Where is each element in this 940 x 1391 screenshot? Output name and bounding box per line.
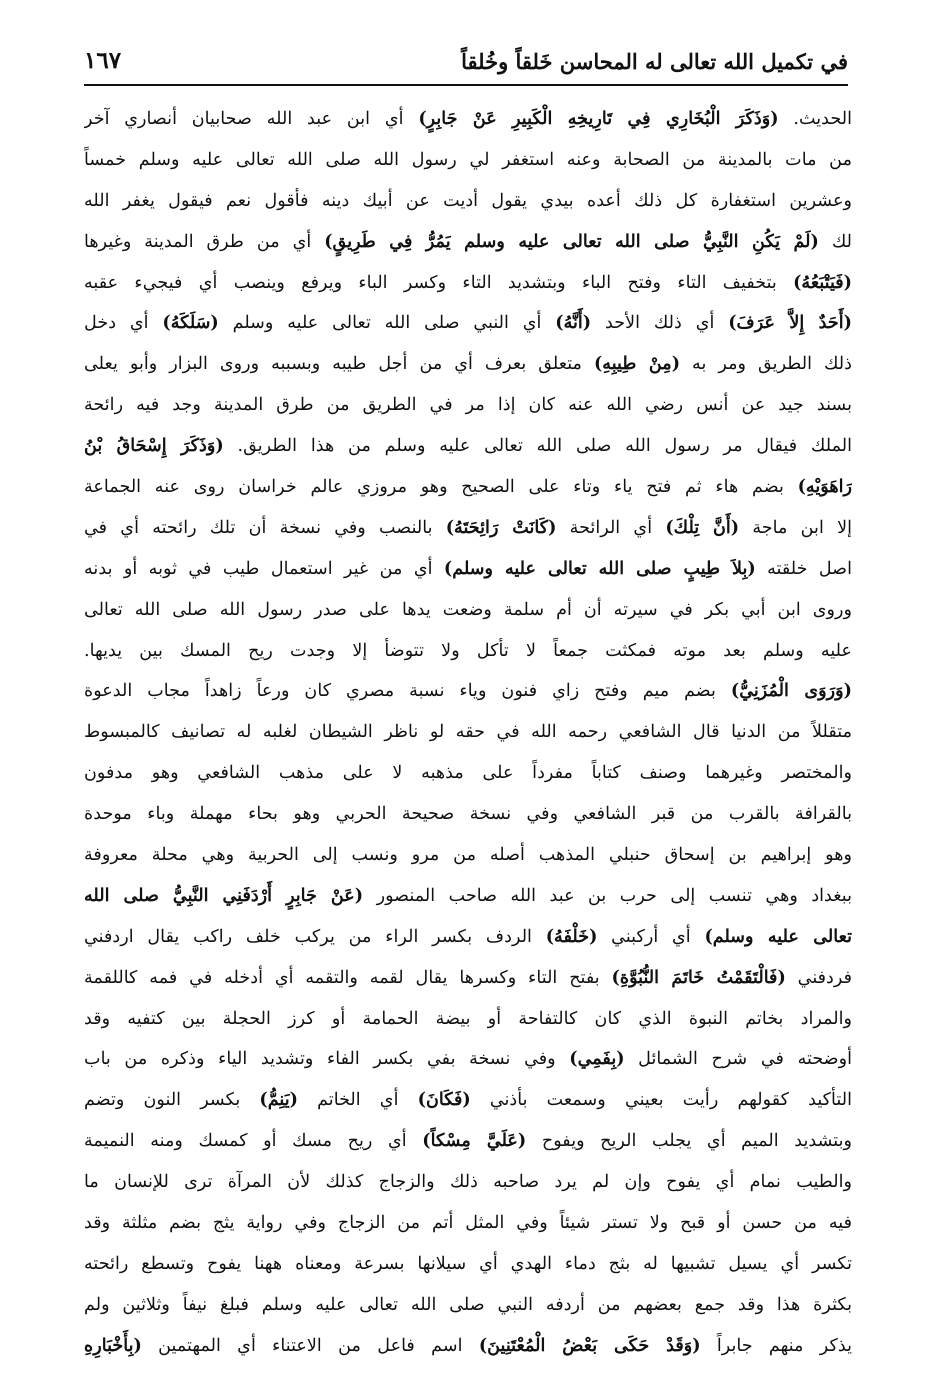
quoted-text: (عَلَيَّ مِسْكاً): [422, 1130, 527, 1152]
quoted-text: (بِفَمِي): [569, 1048, 625, 1070]
quoted-text: (سَلَكَهُ): [162, 312, 219, 334]
commentary-text: والمراد بخاتم النبوة الذي كان كالتفاحة أو بيضة الحمامة أو كرز الحجلة بين كتفيه وقد: [84, 1008, 852, 1029]
quoted-text: (بِأَخْبَارِهِ: [84, 1334, 142, 1356]
text-line: [84, 1285, 852, 1326]
text-line: [84, 1121, 852, 1162]
commentary-text: الملك فيقال مر رسول الله صلى الله تعالى عليه وسلم من هذا الطريق.: [223, 436, 852, 457]
commentary-text: والطيب نمام أي يفوح وإن لم يرد صاحبه ذلك والزجاج كذلك لأن المرآة ترى للإنسان ما: [84, 1172, 852, 1193]
commentary-text: بكسر النون وتضم: [84, 1090, 260, 1111]
commentary-text: أي أركبني: [597, 926, 705, 947]
commentary-text: وهو إبراهيم بن إسحاق حنبلي المذهب أصله من مرو ونسب إلى الحربية وهي محلة معروفة: [84, 845, 852, 866]
commentary-text: الحديث.: [778, 109, 852, 129]
page-number: ١٦٧: [84, 47, 122, 74]
text-line: [84, 1244, 852, 1285]
commentary-text: فردفني: [785, 967, 852, 988]
commentary-text: أي من غير استعمال طيب في ثوبه أو بدنه: [84, 558, 444, 579]
running-title: في تكميل الله تعالى له المحاسن خَلقاً وخُلقاً: [461, 49, 848, 74]
commentary-text: من مات بالمدينة من الصحابة وعنه استغفر لي رسول الله صلى الله تعالى عليه وسلم خمساً: [84, 149, 852, 170]
quoted-text: (وَقَدْ حَكَى بَعْضُ الْمُعْتَنِينَ): [478, 1334, 701, 1356]
commentary-text: إلا ابن ماجة: [739, 517, 852, 538]
quoted-text: (فَالْتَقَمْتُ خَاتَمَ النُّبُوَّةِ): [611, 966, 786, 988]
quoted-text: (يَنِمُّ): [259, 1089, 298, 1111]
text-line: [84, 671, 852, 712]
text-line: [84, 385, 852, 426]
commentary-text: لك: [818, 231, 852, 252]
commentary-text: والمختصر وغيرهما وصنف كتاباً مفرداً على مذهبه لا على مذهب الشافعي وهو مدفون: [84, 763, 852, 784]
quoted-text: (أَحَدٌ إِلاَّ عَرَفَ): [728, 312, 852, 334]
page-header: [84, 30, 848, 74]
commentary-text: أي من طرق المدينة وغيرها: [84, 231, 325, 252]
commentary-text: بفتح التاء وكسرها يقال لقمه والتقمه أي أدخله في فمه كاللقمة: [84, 967, 612, 988]
commentary-text: ببغداد وهي تنسب إلى حرب بن عبد الله صاحب المنصور: [363, 885, 852, 906]
quoted-text: رَاهَوَيْهِ): [797, 476, 852, 498]
commentary-text: التأكيد كقولهم رأيت بعيني وسمعت بأذني: [470, 1090, 852, 1111]
commentary-text: بالنصب وفي نسخة أن تلك رائحته أي في: [84, 517, 446, 538]
text-line: [84, 1039, 852, 1080]
body-text: [84, 99, 852, 1367]
commentary-text: اسم فاعل من الاعتناء أي المهتمين: [141, 1335, 479, 1356]
text-line: [84, 467, 852, 508]
commentary-text: أي الخاتم: [297, 1090, 418, 1111]
text-line: [84, 426, 852, 467]
commentary-text: عليه وسلم بعد موته فمكثت جمعاً لا تأكل ولا تتوضأ إلا وجدت ريح المسك بين يديها.: [84, 640, 852, 661]
quoted-text: (لَمْ يَكُنِ النَّبِيُّ صلى الله تعالى عليه وسلم يَمُرُّ فِي طَرِيقٍ): [324, 230, 819, 252]
text-line: [84, 958, 852, 999]
commentary-text: متقللاً من الدنيا قال الشافعي رحمه الله في حقه لو ناظر الشيطان لغلبه له تصانيف كالمبسوط: [84, 722, 852, 743]
quoted-text: (فَكَانَ): [417, 1089, 471, 1111]
commentary-text: بتخفيف التاء وفتح الباء وبتشديد التاء وكسر الباء ويرفع وينصب أي فيجيء عقبه: [84, 272, 794, 293]
quoted-text: (عَنْ جَابِرٍ أَرْدَفَنِي النَّبِيُّ صلى الله: [84, 884, 364, 906]
text-line: [84, 1080, 852, 1121]
text-line: [84, 1162, 852, 1203]
text-line: [84, 999, 852, 1040]
commentary-text: بسند جيد عن أنس رضي الله عنه كان إذا مر في الطريق من طرق المدينة وجد فيه رائحة: [84, 395, 852, 416]
commentary-text: وعشرين استغفارة كل ذلك أعده بيدي يقول أديت عن أبيك دينه فأقول نعم فيقول يغفر الله: [84, 190, 852, 211]
quoted-text: (مِنْ طِيبِهِ): [593, 353, 681, 375]
text-line: [84, 876, 852, 917]
quoted-text: (أَنَّهُ): [555, 312, 592, 334]
text-line: [84, 631, 852, 672]
commentary-text: وروى ابن أبي بكر في سيرته أن أم سلمة وضعت يدها على صدر رسول الله صلى الله تعالى: [84, 599, 852, 620]
quoted-text: (وَذَكَرَ الْبُخَارِي فِي تَارِيخِهِ الْكَبِيرِ عَنْ جَابِرٍ): [418, 108, 779, 129]
text-line: [84, 917, 852, 958]
text-line: [84, 508, 852, 549]
commentary-text: بكثرة هذا وقد جمع بعضهم من أردفه النبي صلى الله تعالى عليه وسلم فبلغ نيفاً وثلاثين ولم: [84, 1294, 852, 1315]
commentary-text: أي النبي صلى الله تعالى عليه وسلم: [218, 313, 556, 334]
text-line: [84, 1326, 852, 1367]
commentary-text: الردف بكسر الراء من يركب خلف راكب يقال اردفني: [84, 926, 546, 947]
text-line: [84, 222, 852, 263]
quoted-text: (خَلْفَهُ): [545, 925, 598, 947]
commentary-text: أي الرائحة: [556, 517, 666, 538]
text-line: [84, 794, 852, 835]
commentary-text: أي ذلك الأحد: [591, 313, 729, 334]
text-line: [84, 835, 852, 876]
text-line: [84, 753, 852, 794]
commentary-text: بضم هاء ثم فتح ياء وتاء على الصحيح وهو مروزي عالم خراسان روى عنه الجماعة: [84, 477, 798, 498]
quoted-text: (كَانَتْ رَائِحَتَهُ): [445, 516, 557, 538]
text-line: [84, 344, 852, 385]
commentary-text: اصل خلقته: [755, 558, 852, 579]
commentary-text: ذلك الطريق ومر به: [680, 354, 852, 375]
text-line: [84, 549, 852, 590]
text-line: [84, 303, 852, 344]
quoted-text: تعالى عليه وسلم): [704, 925, 852, 947]
commentary-text: يذكر منهم جابراً: [700, 1335, 852, 1356]
quoted-text: (وَذَكَرَ إِسْحَاقُ بْنُ: [84, 435, 224, 457]
header-rule: [84, 84, 848, 86]
commentary-text: فيه من حسن أو قبح ولا تستر شيئاً وفي المثل أتم من الزجاج وفي رواية يثج بضم مثلثة وقد: [84, 1213, 852, 1234]
commentary-text: أي ابن عبد الله صحابيان أنصاري آخر: [84, 109, 419, 129]
commentary-text: أي ريح مسك أو كمسك ومنه النميمة: [84, 1131, 423, 1152]
quoted-text: (وَرَوَى الْمُزَنِيُّ): [730, 680, 852, 702]
commentary-text: وفي نسخة بفي بكسر الفاء وتشديد الياء وذكره من باب: [84, 1049, 570, 1070]
commentary-text: تكسر أي يسيل تشبيها له بثج دماء الهدي أي سيلانها بسرعة ومعناه ههنا يفوح وتسطع رائحته: [84, 1253, 852, 1274]
text-line: [84, 140, 852, 181]
commentary-text: متعلق بعرف أي من أجل طيبه وبسببه وروى البزار وأبو يعلى: [84, 354, 594, 375]
commentary-text: بالقرافة بالقرب من قبر الشافعي وفي نسخة صحيحة الحربي وهو بحاء مهملة وباء موحدة: [84, 804, 852, 825]
text-line: [84, 590, 852, 631]
quoted-text: (بِلاَ طِيبٍ صلى الله تعالى عليه وسلم): [443, 557, 756, 579]
text-line: [84, 263, 852, 304]
text-line: [84, 712, 852, 753]
quoted-text: (فَيَتْبَعُهُ): [793, 271, 852, 293]
text-line: [84, 1203, 852, 1244]
commentary-text: وبتشديد الميم أي يجلب الريح ويفوح: [526, 1131, 852, 1152]
commentary-text: أوضحته في شرح الشمائل: [624, 1049, 852, 1070]
commentary-text: أي دخل: [84, 313, 163, 334]
text-line: [84, 181, 852, 222]
text-line: [84, 99, 852, 140]
commentary-text: بضم ميم وفتح زاي فنون وياء نسبة مصري كان ورعاً زاهداً مجاب الدعوة: [84, 681, 731, 702]
quoted-text: (أَنَّ تِلْكَ): [665, 516, 740, 538]
